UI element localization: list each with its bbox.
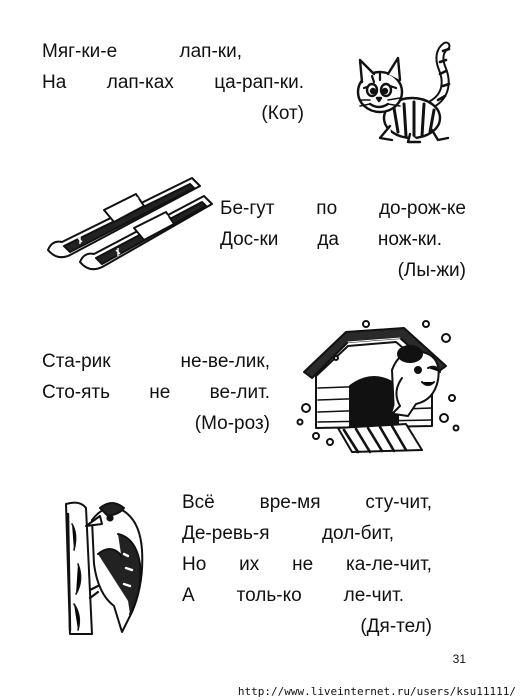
riddle-line: А толь-ко ле-чит. bbox=[182, 585, 404, 606]
riddle-answer: (Дя-тел) bbox=[360, 616, 432, 637]
riddle-answer: (Лы-жи) bbox=[397, 260, 466, 281]
page-number: 31 bbox=[452, 652, 466, 666]
doghouse-icon bbox=[296, 318, 462, 454]
riddle-answer: (Кот) bbox=[261, 103, 304, 124]
riddle-answer: (Мо-роз) bbox=[194, 413, 270, 434]
riddle-line: Ста-рик не-ве-лик, bbox=[42, 351, 270, 372]
riddle-woodpecker bbox=[182, 487, 432, 642]
riddle-line: Сто-ять не ве-лит. bbox=[42, 382, 270, 403]
riddle-line: Всё вре-мя сту-чит, bbox=[182, 492, 432, 513]
riddle-line: Дос-ки да нож-ки. bbox=[220, 229, 442, 250]
riddle-line: Бе-гут по до-рож-ке bbox=[220, 198, 466, 219]
riddle-line: Мяг-ки-е лап-ки, bbox=[42, 41, 242, 62]
riddle-frost bbox=[42, 346, 270, 439]
woodpecker-icon bbox=[62, 494, 156, 636]
riddle-line: Но их не ка-ле-чит, bbox=[182, 554, 432, 575]
cat-icon bbox=[350, 38, 462, 146]
watermark-url: http://www.liveinternet.ru/users/ksu11111/ bbox=[237, 685, 516, 698]
riddle-line: Де-ревь-я дол-бит, bbox=[182, 523, 394, 544]
riddle-skis bbox=[220, 193, 466, 286]
riddle-line: На лап-ках ца-рап-ки. bbox=[42, 72, 304, 93]
riddle-cat bbox=[42, 36, 304, 129]
skis-icon bbox=[44, 170, 214, 274]
